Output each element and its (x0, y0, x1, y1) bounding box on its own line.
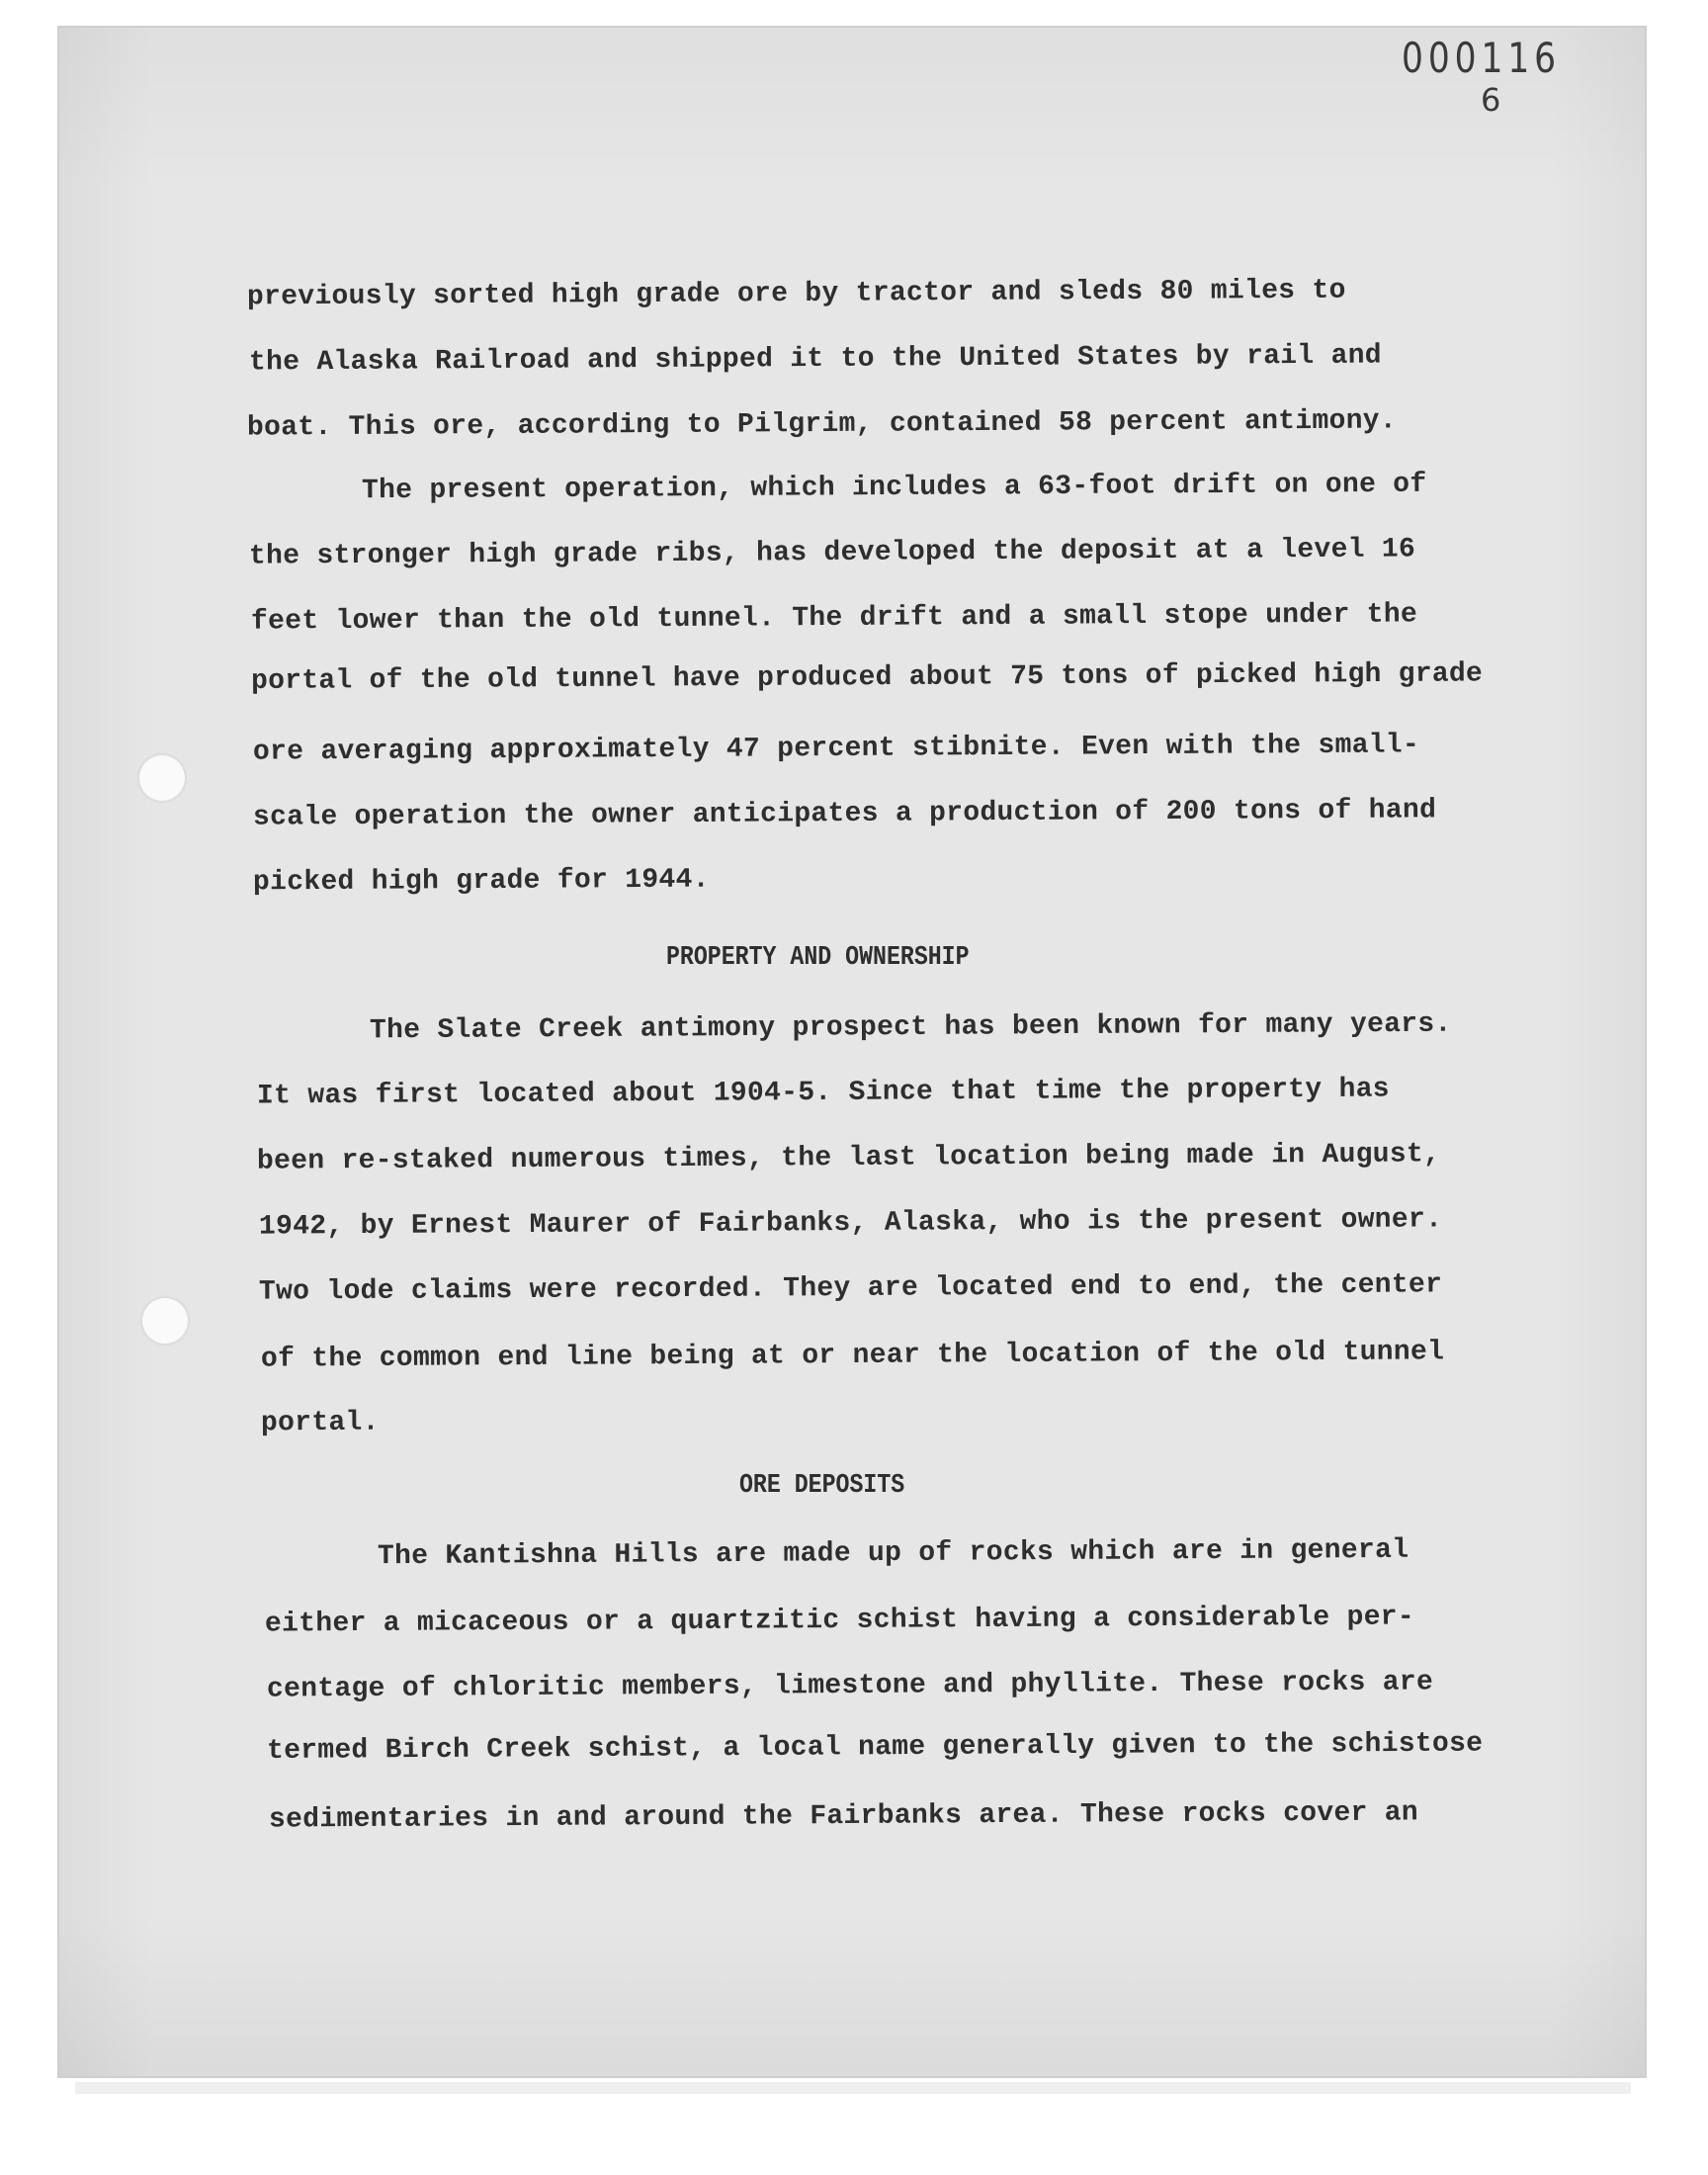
text-line: either a micaceous or a quartzitic schist having a considerable per- (264, 1602, 1415, 1640)
text-line: The Kantishna Hills are made up of rocks which are in general (377, 1534, 1409, 1573)
text-line: Two lode claims were recorded. They are located end to end, the center (258, 1269, 1443, 1308)
text-line: scale operation the owner anticipates a production of 200 tons of hand (252, 795, 1437, 833)
text-line: previously sorted high grade ore by tractor and sleds 80 miles to (246, 275, 1346, 313)
text-line: the Alaska Railroad and shipped it to the United States by rail and (248, 340, 1382, 379)
text-line: The Slate Creek antimony prospect has been known for many years. (369, 1008, 1452, 1047)
text-line: picked high grade for 1944. (252, 864, 710, 899)
document-page (57, 26, 1647, 2078)
text-line: 1942, by Ernest Maurer of Fairbanks, Alaska, who is the present owner. (258, 1204, 1443, 1243)
section-heading-property: PROPERTY AND OWNERSHIP (666, 943, 970, 973)
text-line: ore averaging approximately 47 percent stibnite. Even with the small- (252, 730, 1420, 768)
text-line: boat. This ore, according to Pilgrim, contained 58 percent antimony. (246, 405, 1398, 444)
text-line: termed Birch Creek schist, a local name generally given to the schistose (267, 1728, 1484, 1767)
text-line: portal of the old tunnel have produced about 75 tons of picked high grade (251, 658, 1484, 697)
text-line: feet lower than the old tunnel. The drift and a small stope under the (250, 599, 1418, 638)
document-stamp-number: 000116 (1402, 34, 1562, 82)
text-line: the stronger high grade ribs, has developed the deposit at a level 16 (248, 534, 1416, 572)
text-line: sedimentaries in and around the Fairbanks area. These rocks cover an (268, 1797, 1419, 1836)
section-heading-ore-deposits: ORE DEPOSITS (739, 1471, 905, 1501)
text-line: It was first located about 1904-5. Since that time the property has (256, 1074, 1390, 1112)
page-number: 6 (1481, 81, 1501, 119)
page-bottom-edge (75, 2082, 1631, 2094)
text-line: The present operation, which includes a 63-foot drift on one of (361, 469, 1427, 507)
text-line: been re-staked numerous times, the last location being made in August, (256, 1139, 1441, 1177)
text-line: of the common end line being at or near the location of the old tunnel (260, 1337, 1445, 1375)
punch-hole (139, 755, 185, 801)
text-line: portal. (260, 1407, 380, 1439)
punch-hole (142, 1298, 188, 1344)
text-line: centage of chloritic members, limestone and phyllite. These rocks are (266, 1667, 1434, 1705)
